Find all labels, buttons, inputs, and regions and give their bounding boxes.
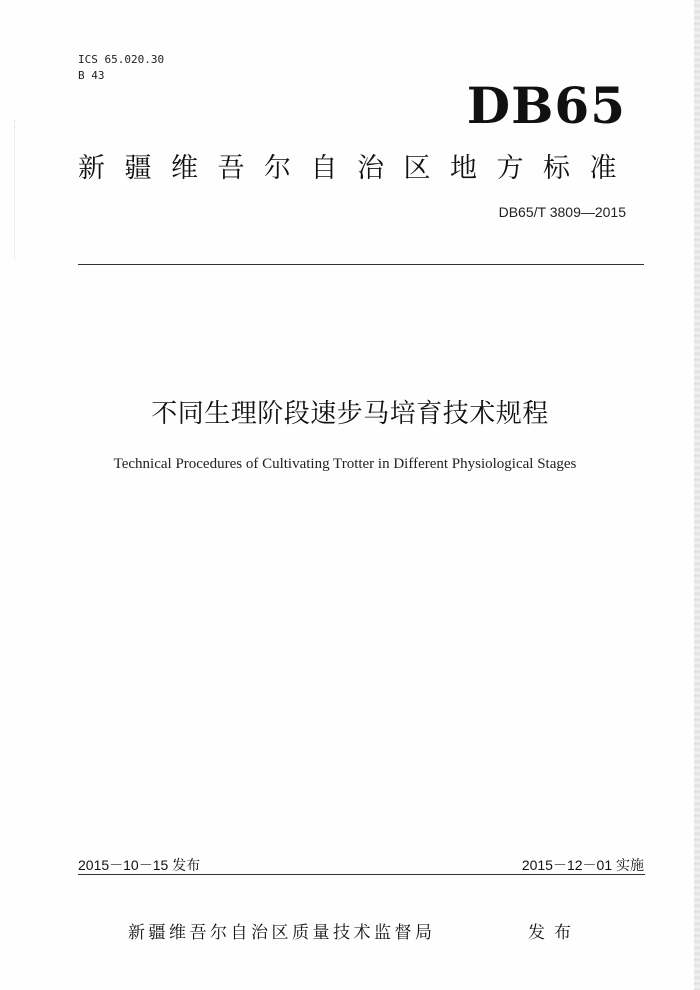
classification-codes xyxy=(78,52,164,84)
implementation-date: 2015－12－01 实施 xyxy=(521,857,644,873)
header-divider xyxy=(78,264,644,265)
scan-edge-marks xyxy=(14,120,17,260)
issue-date: 2015－10－15 发布 xyxy=(78,857,201,873)
standard-type-heading: 新疆维吾尔自治区地方标准 xyxy=(78,153,636,184)
ics-code: ICS 65.020.30 xyxy=(78,53,165,66)
ccs-code: B 43 xyxy=(78,69,105,82)
footer-divider xyxy=(78,874,645,875)
document-title-english: Technical Procedures of Cultivating Trotter in Different Physiological Stages xyxy=(113,456,577,472)
scan-edge-shadow xyxy=(694,0,700,990)
db-logo: DB65 xyxy=(466,76,626,135)
issue-label: 发布 xyxy=(528,923,580,943)
standard-number: DB65/T 3809—2015 xyxy=(498,204,626,220)
issuing-authority: 新疆维吾尔自治区质量技术监督局 xyxy=(128,923,436,943)
document-title-chinese: 不同生理阶段速步马培育技术规程 xyxy=(151,399,549,429)
